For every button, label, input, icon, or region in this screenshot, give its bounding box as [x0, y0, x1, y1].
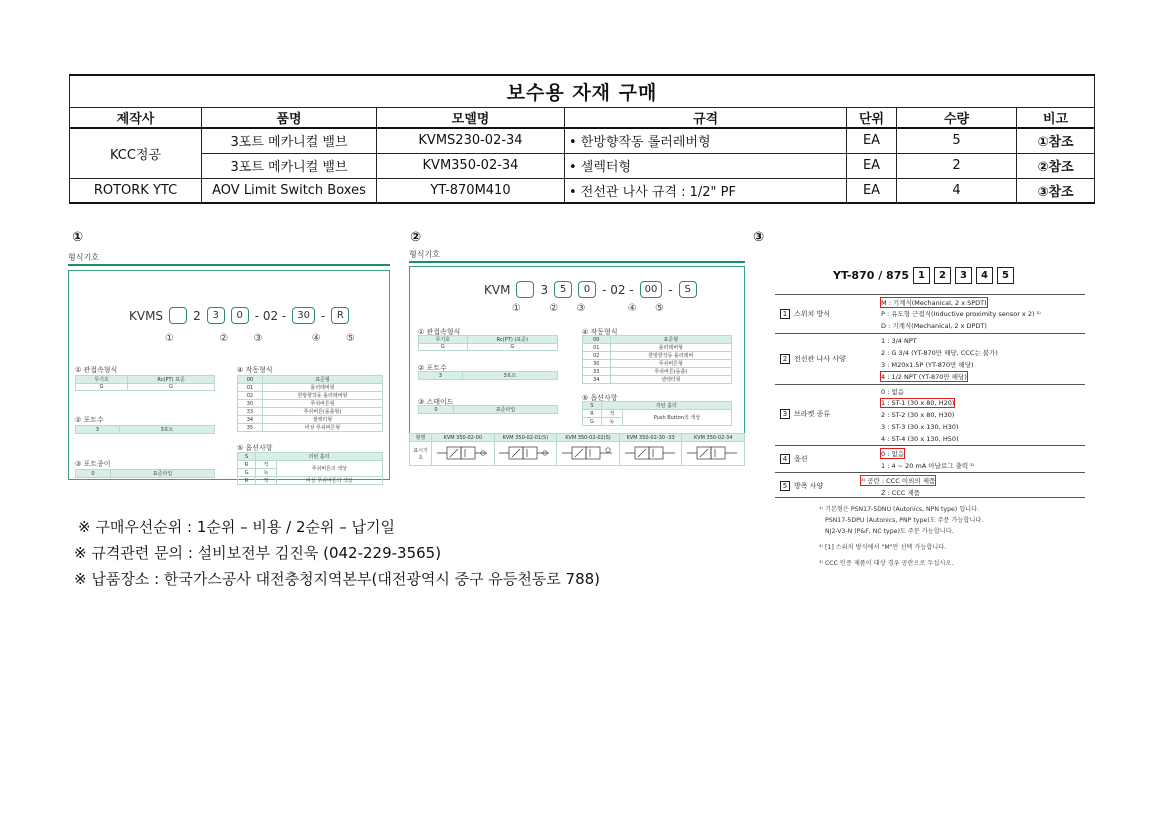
panel-kvms-spec	[68, 250, 390, 484]
mini-cell: 02	[238, 392, 263, 400]
mini-cell: 3포트	[119, 426, 214, 434]
p3-num: 1	[780, 309, 790, 319]
mini-cell: G	[419, 344, 468, 351]
cell-maker: KCC정공	[70, 128, 202, 178]
cell-spec: • 셀렉터형	[565, 153, 847, 178]
panel2-symbol-table	[409, 433, 745, 466]
cell-maker: ROTORK YTC	[70, 178, 202, 203]
mini-cell: 롤러레버형	[262, 384, 382, 392]
mini-cell: 푸쉬버튼(돌출)	[610, 368, 731, 376]
mini-cell: 푸쉬버튼의 색상	[276, 461, 382, 477]
panel2-code	[484, 281, 697, 298]
mini-cell: 표준타입	[111, 470, 215, 478]
mini-cell: 표준형	[262, 376, 382, 384]
cell-qty: 2	[897, 153, 1017, 178]
p3-option: ³⁾ 공란 : CCC 이외의 제품	[861, 477, 936, 485]
mini-cell: 33	[583, 368, 611, 376]
mini-cell: 00	[238, 376, 263, 384]
panel2-sec4-table	[582, 335, 732, 384]
p3-num: 2	[780, 354, 790, 364]
pos-label: ②	[549, 303, 559, 314]
p3-option: 1 : 3/4 NPT	[881, 337, 917, 345]
mini-cell: 녹	[256, 469, 276, 477]
p3-option: 1 : 4 ~ 20 mA 아날로그 출력 ²⁾	[881, 462, 975, 470]
cell-spec: • 전선관 나사 규격 : 1/2" PF	[565, 178, 847, 203]
code-box: R	[331, 307, 349, 324]
pos-label: ①	[512, 303, 521, 314]
p3-footnote: ²⁾ [1] 스위치 방식에서 "M"만 선택 가능합니다.	[819, 544, 947, 551]
sec-title: ④ 작동형식	[237, 366, 273, 374]
pos-label: ⑤	[655, 303, 664, 314]
code-box: 00	[640, 281, 663, 298]
mini-cell: 셀렉터형	[262, 416, 382, 424]
p3-option: 2 : ST-2 (30 x 80, H30)	[881, 411, 955, 419]
mini-cell: Rc(PT) 표준	[128, 376, 215, 384]
mini-cell: KVM 350-02-02(S)	[557, 434, 620, 442]
panel1-box	[68, 270, 390, 484]
mini-cell: 표시기호	[410, 442, 432, 466]
cell-note: ②참조	[1017, 153, 1095, 178]
p3-label	[780, 309, 830, 319]
sec-title: ③ 스태이드	[418, 398, 454, 406]
valve-symbol-icon	[557, 442, 620, 466]
mini-cell: 적	[601, 410, 622, 418]
sec-title: ③ 포트종이	[75, 460, 111, 468]
panel2-sec3-table	[418, 405, 558, 414]
p3-title-box: 4	[976, 267, 993, 284]
mini-cell: KVM 350-02-30 -33	[619, 434, 682, 442]
p3-option: 3 : M20x1.5P (YT-870만 해당)	[881, 361, 974, 369]
p3-section-switch	[775, 294, 1085, 332]
header-unit: 단위	[847, 107, 897, 128]
mini-cell: 34	[238, 416, 263, 424]
mini-cell: 적	[256, 461, 276, 469]
p3-footnote: ¹⁾ 기본형은 PSN17-5DNU (Autonics, NPN type) 입니다.	[819, 506, 980, 513]
purchase-table	[69, 74, 1095, 204]
cell-unit: EA	[847, 153, 897, 178]
p3-option: 4 : 1/2 NPT (YT-870만 해당)	[881, 373, 967, 381]
p3-footnote: ³⁾ CCC 인증 제품이 대상 경우 공란으로 두십시오.	[819, 560, 954, 567]
cell-spec: • 한방향작동 롤러레버형	[565, 128, 847, 153]
panel1-code	[129, 307, 349, 324]
p3-title-box: 3	[955, 267, 972, 284]
mini-cell: S	[583, 402, 602, 410]
p3-option: M : 기계식(Mechanical, 2 x SPDT)	[881, 299, 987, 307]
valve-symbol-icon	[494, 442, 557, 466]
mini-cell: G	[238, 469, 256, 477]
mini-cell: 30	[583, 360, 611, 368]
header-note: 비고	[1017, 107, 1095, 128]
mini-cell: R	[583, 410, 602, 418]
sec-title: ⑤ 옵션사항	[237, 444, 273, 452]
panel1-sec1-table	[75, 375, 215, 391]
mini-cell: S	[238, 453, 256, 461]
cell-item: AOV Limit Switch Boxes	[202, 178, 377, 203]
pos-label: ③	[576, 303, 586, 314]
cell-item: 3포트 메카니컬 밸브	[202, 153, 377, 178]
marker-three: ③	[753, 230, 765, 245]
mini-cell: 리턴 홀더	[601, 402, 731, 410]
mini-cell: Rc(PT) (표준)	[467, 336, 557, 344]
p3-label	[780, 481, 823, 491]
mini-cell: 0	[419, 406, 454, 414]
code-box: 0	[578, 281, 596, 298]
p3-title-box: 1	[913, 267, 930, 284]
mini-cell: 34	[583, 376, 611, 384]
p3-title	[833, 267, 1014, 284]
mini-cell: 표준형	[610, 336, 731, 344]
p3-option: 2 : G 3/4 (YT-870만 해당, CCC는 불가)	[881, 349, 998, 357]
mini-cell: 3	[76, 426, 120, 434]
p3-title-box: 2	[934, 267, 951, 284]
pos-label: ③	[253, 333, 263, 344]
p3-label-text: 브라켓 종류	[794, 410, 831, 418]
p3-footnote: PSN17-5DPU (Autonics, PNP type)도 주문 가능합니다.	[825, 517, 984, 524]
mini-cell: Push Button의 색상	[622, 410, 731, 426]
header-maker: 제작사	[70, 107, 202, 128]
table-title: 보수용 자재 구매	[70, 75, 1095, 107]
p3-label-text: 방폭 사양	[794, 482, 824, 490]
p3-label	[780, 409, 830, 419]
mini-cell: 35	[238, 424, 263, 432]
code-box	[169, 307, 187, 324]
mini-cell: G	[583, 418, 602, 426]
marker-one: ①	[72, 230, 84, 245]
mini-cell: G	[467, 344, 557, 351]
p3-option: 0 : 없음	[881, 450, 905, 458]
sec-title: ④ 작동형식	[582, 328, 618, 336]
p3-option: D : 기계식(Mechanical, 2 x DPDT)	[881, 322, 987, 330]
valve-symbol-icon	[619, 442, 682, 466]
marker-two: ②	[410, 230, 422, 245]
valve-symbol-icon	[432, 442, 495, 466]
cell-model: KVMS230-02-34	[377, 128, 565, 153]
panel1-sec3-table	[75, 469, 215, 478]
p3-label	[780, 454, 808, 464]
panel1-sec5-table	[237, 452, 383, 485]
p3-option: 1 : ST-1 (30 x 80, H20)	[881, 399, 955, 407]
note-delivery: ※ 납품장소 : 한국가스공사 대전충청지역본부(대전광역시 중구 유등천동로 788)	[74, 570, 601, 588]
code-part: 2	[193, 308, 201, 323]
header-spec: 규격	[565, 107, 847, 128]
mini-cell: 비상 푸쉬버튼형	[262, 424, 382, 432]
mini-cell: 롤러레버형	[610, 344, 731, 352]
cell-note: ①참조	[1017, 128, 1095, 153]
mini-cell: 무기호	[419, 336, 468, 344]
panel2-sec1-table	[418, 335, 558, 351]
mini-cell: 3포트	[462, 372, 557, 380]
mini-cell: 셀렉터형	[610, 376, 731, 384]
p3-label-text: 옵션	[794, 455, 808, 463]
code-part: -	[321, 308, 326, 323]
p3-title-text: YT-870 / 875	[833, 269, 910, 282]
mini-cell: 적	[256, 477, 276, 485]
code-part: -	[668, 282, 673, 297]
panel2-code-prefix: KVM	[484, 282, 511, 297]
mini-cell: 형명	[410, 434, 432, 442]
code-box: S	[679, 281, 697, 298]
p3-option: P : 유도형 근접식(Inductive proximity sensor x 2) ¹⁾	[881, 310, 1041, 318]
panel1-code-prefix: KVMS	[129, 308, 164, 323]
mini-cell: 02	[583, 352, 611, 360]
panel1-positions	[165, 333, 355, 344]
mini-cell: 무기호	[76, 376, 128, 384]
note-contact: ※ 규격관련 문의 : 설비보전부 김진욱 (042-229-3565)	[74, 544, 442, 562]
p3-num: 3	[780, 409, 790, 419]
mini-cell: 비상 푸쉬버튼의 색상	[276, 477, 382, 485]
p3-section-conduit	[775, 333, 1085, 383]
cell-note: ③참조	[1017, 178, 1095, 203]
mini-cell: 푸쉬버튼형	[610, 360, 731, 368]
panel1-sec4-table	[237, 375, 383, 432]
panel2-sec2-table	[418, 371, 558, 380]
p3-option: 3 : ST-3 (30 x 130, H30)	[881, 423, 959, 431]
pos-label: ②	[219, 333, 229, 344]
mini-cell: 30	[238, 400, 263, 408]
p3-section-bracket	[775, 384, 1085, 444]
code-box: 3	[207, 307, 225, 324]
mini-cell: 33	[238, 408, 263, 416]
mini-cell: 01	[238, 384, 263, 392]
mini-cell: G	[128, 384, 215, 391]
mini-cell: 01	[583, 344, 611, 352]
p3-footnote: NJ2-V3-N (P&F, NC type)도 주문 가능합니다.	[825, 528, 954, 535]
code-part: - 02 -	[254, 308, 287, 323]
panel1-sec2-table	[75, 425, 215, 434]
cell-unit: EA	[847, 128, 897, 153]
mini-cell: KVM 350-02-00	[432, 434, 495, 442]
code-box: 30	[292, 307, 315, 324]
p3-label	[780, 354, 846, 364]
mini-cell: 한방향작동 롤러레버형	[262, 392, 382, 400]
panel2-sec5-table	[582, 401, 732, 426]
pos-label: ⑤	[346, 333, 355, 344]
panel2-header: 형식기호	[409, 247, 745, 263]
mini-cell: 녹	[601, 418, 622, 426]
mini-cell: G	[76, 384, 128, 391]
sec-title: ② 포트수	[418, 364, 447, 372]
pos-label: ①	[165, 333, 174, 344]
code-box: 5	[554, 281, 572, 298]
p3-num: 4	[780, 454, 790, 464]
panel-kvm-spec	[409, 247, 745, 461]
cell-model: YT-870M410	[377, 178, 565, 203]
p3-label-text: 전선관 나사 사양	[794, 355, 846, 363]
sec-title: ① 관접속형식	[418, 328, 461, 336]
mini-cell: R	[238, 477, 256, 485]
cell-unit: EA	[847, 178, 897, 203]
valve-symbol-icon	[682, 442, 745, 466]
pos-label: ④	[627, 303, 637, 314]
mini-cell: R	[238, 461, 256, 469]
p3-section-option	[775, 445, 1085, 471]
mini-cell: 푸쉬버튼형	[262, 400, 382, 408]
cell-qty: 4	[897, 178, 1017, 203]
mini-cell: 00	[583, 336, 611, 344]
cell-model: KVM350-02-34	[377, 153, 565, 178]
table-row	[70, 178, 1095, 203]
code-box: 0	[231, 307, 249, 324]
mini-cell: KVM 350-02-01(S)	[494, 434, 557, 442]
table-row	[70, 153, 1095, 178]
table-row	[70, 128, 1095, 153]
panel2-box	[409, 266, 745, 434]
mini-cell: 리턴 홀더	[256, 453, 383, 461]
cell-qty: 5	[897, 128, 1017, 153]
sec-title: ① 관접속형식	[75, 366, 118, 374]
mini-cell: 한방향작동 롤러레버	[610, 352, 731, 360]
pos-label: ④	[311, 333, 321, 344]
panel2-positions	[512, 303, 664, 314]
header-model: 모델명	[377, 107, 565, 128]
p3-title-box: 5	[997, 267, 1014, 284]
header-qty: 수량	[897, 107, 1017, 128]
p3-num: 5	[780, 481, 790, 491]
p3-option: 4 : ST-4 (30 x 130, H50)	[881, 435, 959, 443]
code-box	[516, 281, 534, 298]
mini-cell: 푸쉬버튼(돌출형)	[262, 408, 382, 416]
mini-cell: 3	[419, 372, 463, 380]
sec-title: ⑤ 옵션사항	[582, 394, 618, 402]
note-priority: ※ 구매우선순위 : 1순위 – 비용 / 2순위 – 납기일	[78, 518, 396, 536]
cell-item: 3포트 메카니컬 밸브	[202, 128, 377, 153]
panel1-header: 형식기호	[68, 250, 390, 266]
code-part: - 02 -	[602, 282, 634, 297]
sec-title: ② 포트수	[75, 416, 104, 424]
p3-section-explosion	[775, 472, 1085, 498]
p3-label-text: 스위치 방식	[794, 310, 831, 318]
p3-option: 0 : 없음	[881, 388, 905, 396]
mini-cell: KVM 350-02-34	[682, 434, 745, 442]
p3-option: Z : CCC 제품	[881, 489, 921, 497]
code-part: 3	[540, 282, 549, 297]
mini-cell: 표준타입	[454, 406, 558, 414]
table-header-row	[70, 107, 1095, 128]
mini-cell: 0	[76, 470, 111, 478]
header-item: 품명	[202, 107, 377, 128]
